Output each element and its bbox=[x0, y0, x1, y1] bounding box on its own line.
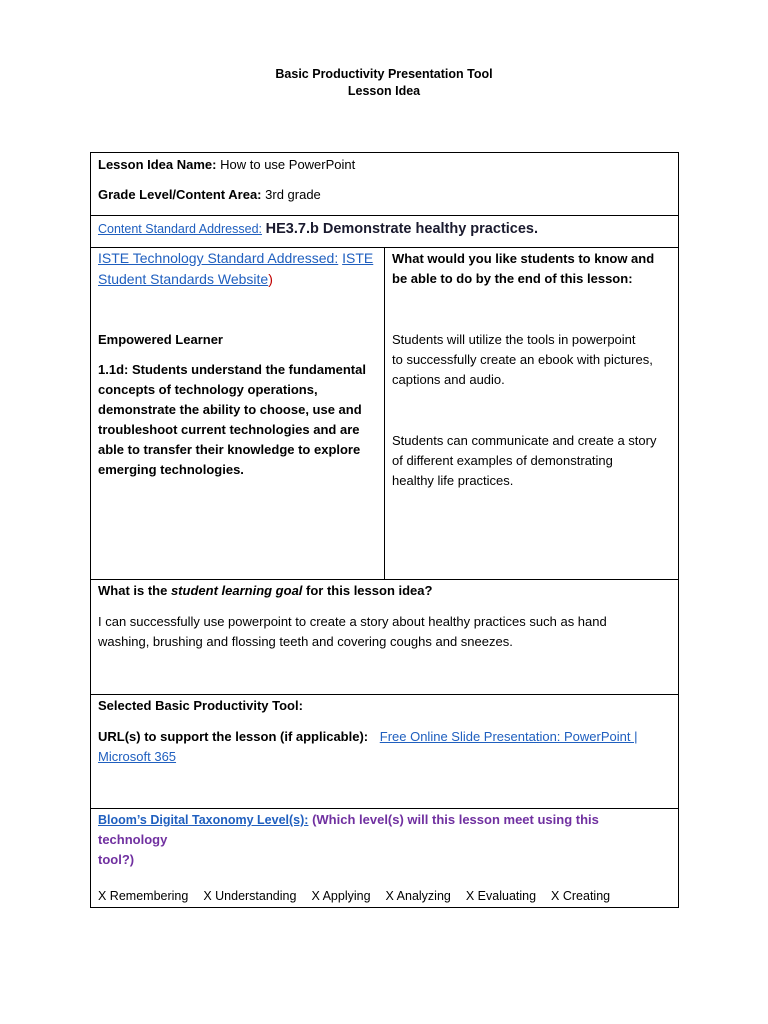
learning-goal-answer bbox=[98, 612, 671, 652]
grade-level-value: 3rd grade bbox=[265, 187, 321, 202]
iste-line-2 bbox=[98, 269, 377, 290]
lesson-name-line bbox=[98, 155, 671, 175]
objectives-question-line: What would you like students to know and bbox=[392, 251, 655, 266]
iste-desc-line: troubleshoot current technologies and are bbox=[98, 422, 360, 437]
iste-column bbox=[91, 248, 385, 579]
blooms-question-part2: tool?) bbox=[98, 852, 135, 867]
objectives-paragraph-1 bbox=[392, 330, 671, 390]
blooms-level: X Analyzing bbox=[385, 889, 451, 903]
url-link-part2[interactable]: Microsoft 365 bbox=[98, 749, 177, 764]
lesson-table bbox=[90, 152, 679, 908]
learning-goal-q-prefix: What is the bbox=[98, 583, 171, 598]
iste-heading: Empowered Learner bbox=[98, 332, 223, 347]
learning-goal-answer-line: I can successfully use powerpoint to create a story about healthy practices such as hand bbox=[98, 614, 607, 629]
iste-desc-line: demonstrate the ability to choose, use and bbox=[98, 402, 362, 417]
content-standard-value: HE3.7.b Demonstrate healthy practices. bbox=[265, 221, 539, 237]
objectives-question bbox=[392, 249, 671, 289]
blooms-label[interactable]: Bloom’s Digital Taxonomy Level(s): bbox=[98, 813, 309, 827]
iste-description bbox=[98, 360, 377, 480]
learning-goal-q-suffix: for this lesson idea? bbox=[302, 583, 433, 598]
blooms-level: X Evaluating bbox=[465, 889, 537, 903]
blooms-level: X Remembering bbox=[98, 889, 189, 903]
lesson-info-row bbox=[91, 153, 678, 216]
url-line-2 bbox=[98, 747, 671, 767]
iste-desc-line: emerging technologies. bbox=[98, 462, 244, 477]
blooms-question-part1: (Which level(s) will this lesson meet using this technology bbox=[98, 812, 599, 847]
objectives-column bbox=[385, 248, 678, 579]
objectives-question-line: be able to do by the end of this lesson: bbox=[392, 271, 633, 286]
learning-goal-row bbox=[91, 580, 678, 695]
blooms-row bbox=[91, 809, 678, 907]
document-title-block bbox=[0, 66, 768, 100]
content-standard-line bbox=[98, 219, 671, 239]
iste-link-part1[interactable]: ISTE bbox=[342, 250, 374, 266]
url-link-part1[interactable]: Free Online Slide Presentation: PowerPoint | bbox=[379, 729, 638, 744]
blooms-level: X Applying bbox=[311, 889, 371, 903]
iste-desc-line: able to transfer their knowledge to explore bbox=[98, 442, 361, 457]
objectives-p2-line: Students can communicate and create a story bbox=[392, 433, 657, 448]
objectives-p1-line: captions and audio. bbox=[392, 372, 505, 387]
grade-level-label: Grade Level/Content Area: bbox=[98, 187, 262, 202]
iste-desc-line: 1.1d: Students understand the fundamental bbox=[98, 362, 366, 377]
iste-desc-line: concepts of technology operations, bbox=[98, 382, 318, 397]
productivity-tool-row bbox=[91, 695, 678, 809]
content-standard-label[interactable]: Content Standard Addressed: bbox=[98, 222, 263, 236]
blooms-line-1 bbox=[98, 810, 671, 850]
lesson-name-value: How to use PowerPoint bbox=[220, 157, 356, 172]
productivity-tool-label: Selected Basic Productivity Tool: bbox=[98, 698, 303, 713]
objectives-p1-line: Students will utilize the tools in powerpoint bbox=[392, 332, 636, 347]
iste-paren: ) bbox=[268, 271, 273, 287]
iste-label[interactable]: ISTE Technology Standard Addressed: bbox=[98, 250, 339, 266]
standards-objectives-row bbox=[91, 248, 678, 580]
url-line-1 bbox=[98, 727, 671, 747]
blooms-level: X Understanding bbox=[203, 889, 297, 903]
objectives-p2-line: healthy life practices. bbox=[392, 473, 514, 488]
document-subtitle: Lesson Idea bbox=[347, 84, 421, 98]
learning-goal-q-italic: student learning goal bbox=[170, 583, 303, 598]
document-title: Basic Productivity Presentation Tool bbox=[275, 67, 493, 81]
blooms-levels bbox=[98, 889, 671, 903]
grade-level-line bbox=[98, 185, 671, 205]
learning-goal-question bbox=[98, 581, 671, 601]
blooms-level: X Creating bbox=[551, 889, 611, 903]
content-standard-row bbox=[91, 216, 678, 248]
objectives-p1-line: to successfully create an ebook with pictures, bbox=[392, 352, 653, 367]
iste-line-1 bbox=[98, 248, 377, 269]
objectives-p2-line: of different examples of demonstrating bbox=[392, 453, 613, 468]
lesson-name-label: Lesson Idea Name: bbox=[98, 157, 217, 172]
url-label: URL(s) to support the lesson (if applicable): bbox=[98, 729, 369, 744]
iste-link-part2[interactable]: Student Standards Website bbox=[98, 271, 269, 287]
learning-goal-answer-line: washing, brushing and flossing teeth and covering coughs and sneezes. bbox=[98, 634, 513, 649]
objectives-paragraph-2 bbox=[392, 431, 671, 491]
